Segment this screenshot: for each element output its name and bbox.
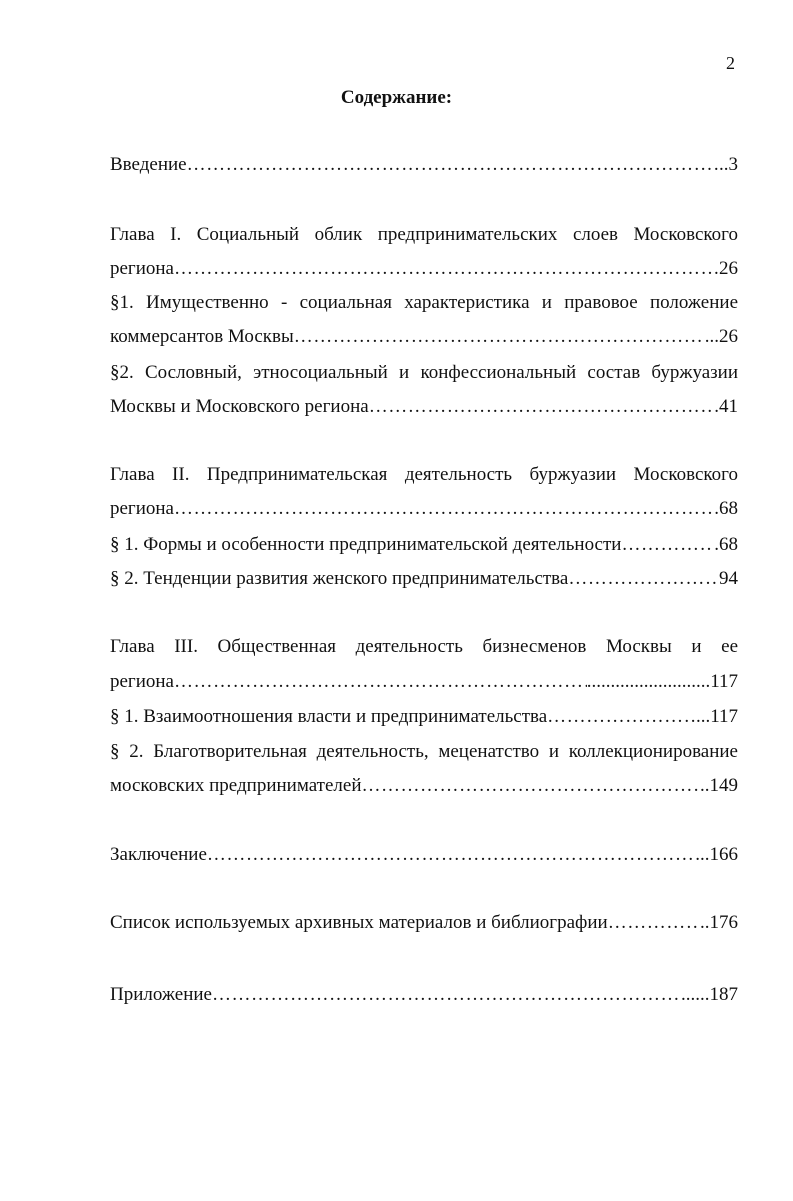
- toc-page-number: ...26: [704, 326, 738, 347]
- leader-dots: [547, 705, 696, 729]
- toc-section-1-2-heading: §2. Сословный, этносоциальный и конфессиональный состав буржуазии: [110, 362, 738, 383]
- toc-entry-section-2-1[interactable]: [110, 533, 738, 557]
- leader-dots: [174, 497, 714, 521]
- toc-entry-label: Москвы и Московского региона: [110, 396, 369, 417]
- toc-page-number: 94: [719, 568, 738, 589]
- leader-dots: [608, 911, 700, 935]
- toc-entry-label: Заключение: [110, 844, 207, 865]
- toc-page-number: ..149: [700, 775, 738, 796]
- toc-section-3-2-heading: § 2. Благотворительная деятельность, меценатство и коллекционирование: [110, 741, 738, 762]
- toc-chapter-3-heading: Глава III. Общественная деятельность бизнесменов Москвы и ее: [110, 636, 738, 657]
- toc-entry-bibliography[interactable]: [110, 911, 738, 935]
- toc-page-number: ...166: [695, 844, 738, 865]
- toc-page-number: ..........................117: [586, 671, 738, 692]
- leader-dots: [361, 774, 700, 798]
- toc-page-number: ..176: [700, 912, 738, 933]
- toc-entry-introduction[interactable]: [110, 153, 738, 177]
- toc-page-number: .68: [714, 534, 738, 555]
- toc-entry-label: § 1. Формы и особенности предпринимательской деятельности: [110, 534, 622, 555]
- toc-entry-chapter-1[interactable]: [110, 257, 738, 281]
- page-title: Содержание:: [340, 87, 453, 108]
- leader-dots: [294, 325, 705, 349]
- toc-page-number: ..3: [719, 154, 738, 175]
- toc-entry-chapter-2[interactable]: [110, 497, 738, 521]
- leader-dots: [207, 843, 695, 867]
- toc-chapter-1-heading: Глава I. Социальный облик предпринимательских слоев Московского: [110, 224, 738, 245]
- leader-dots: [174, 257, 719, 281]
- toc-entry-section-1-2[interactable]: [110, 395, 738, 419]
- toc-entry-section-2-2[interactable]: [110, 567, 738, 591]
- toc-page-number: ......187: [681, 984, 738, 1005]
- toc-entry-appendix[interactable]: [110, 983, 738, 1007]
- toc-entry-label: региона: [110, 498, 174, 519]
- leader-dots: [212, 983, 681, 1007]
- toc-entry-label: московских предпринимателей: [110, 775, 362, 796]
- toc-entry-label: § 1. Взаимоотношения власти и предпринимательства: [110, 706, 548, 727]
- toc-page-number: .41: [714, 396, 738, 417]
- toc-entry-section-3-2[interactable]: [110, 774, 738, 798]
- toc-entry-chapter-3[interactable]: [110, 670, 738, 694]
- toc-page-number: .68: [714, 498, 738, 519]
- toc-chapter-2-heading: Глава II. Предпринимательская деятельность буржуазии Московского: [110, 464, 738, 485]
- page-number: 2: [726, 53, 735, 73]
- toc-entry-section-1-1[interactable]: [110, 325, 738, 349]
- leader-dots: [568, 567, 719, 591]
- toc-page-number: 26: [719, 258, 738, 279]
- leader-dots: [174, 670, 587, 694]
- toc-entry-label: региона: [110, 671, 174, 692]
- toc-entry-label: коммерсантов Москвы: [110, 326, 294, 347]
- toc-entry-label: Список используемых архивных материалов и библиографии: [110, 912, 608, 933]
- toc-entry-section-3-1[interactable]: [110, 705, 738, 729]
- toc-entry-conclusion[interactable]: [110, 843, 738, 867]
- toc-entry-label: Приложение: [110, 984, 212, 1005]
- toc-section-1-1-heading: §1. Имущественно - социальная характеристика и правовое положение: [110, 292, 738, 313]
- leader-dots: [369, 395, 715, 419]
- toc-entry-label: Введение: [110, 154, 187, 175]
- toc-page-number: ...117: [695, 706, 738, 727]
- leader-dots: [187, 153, 719, 177]
- toc-entry-label: § 2. Тенденции развития женского предпринимательства: [110, 568, 569, 589]
- toc-entry-label: региона: [110, 258, 174, 279]
- leader-dots: [621, 533, 714, 557]
